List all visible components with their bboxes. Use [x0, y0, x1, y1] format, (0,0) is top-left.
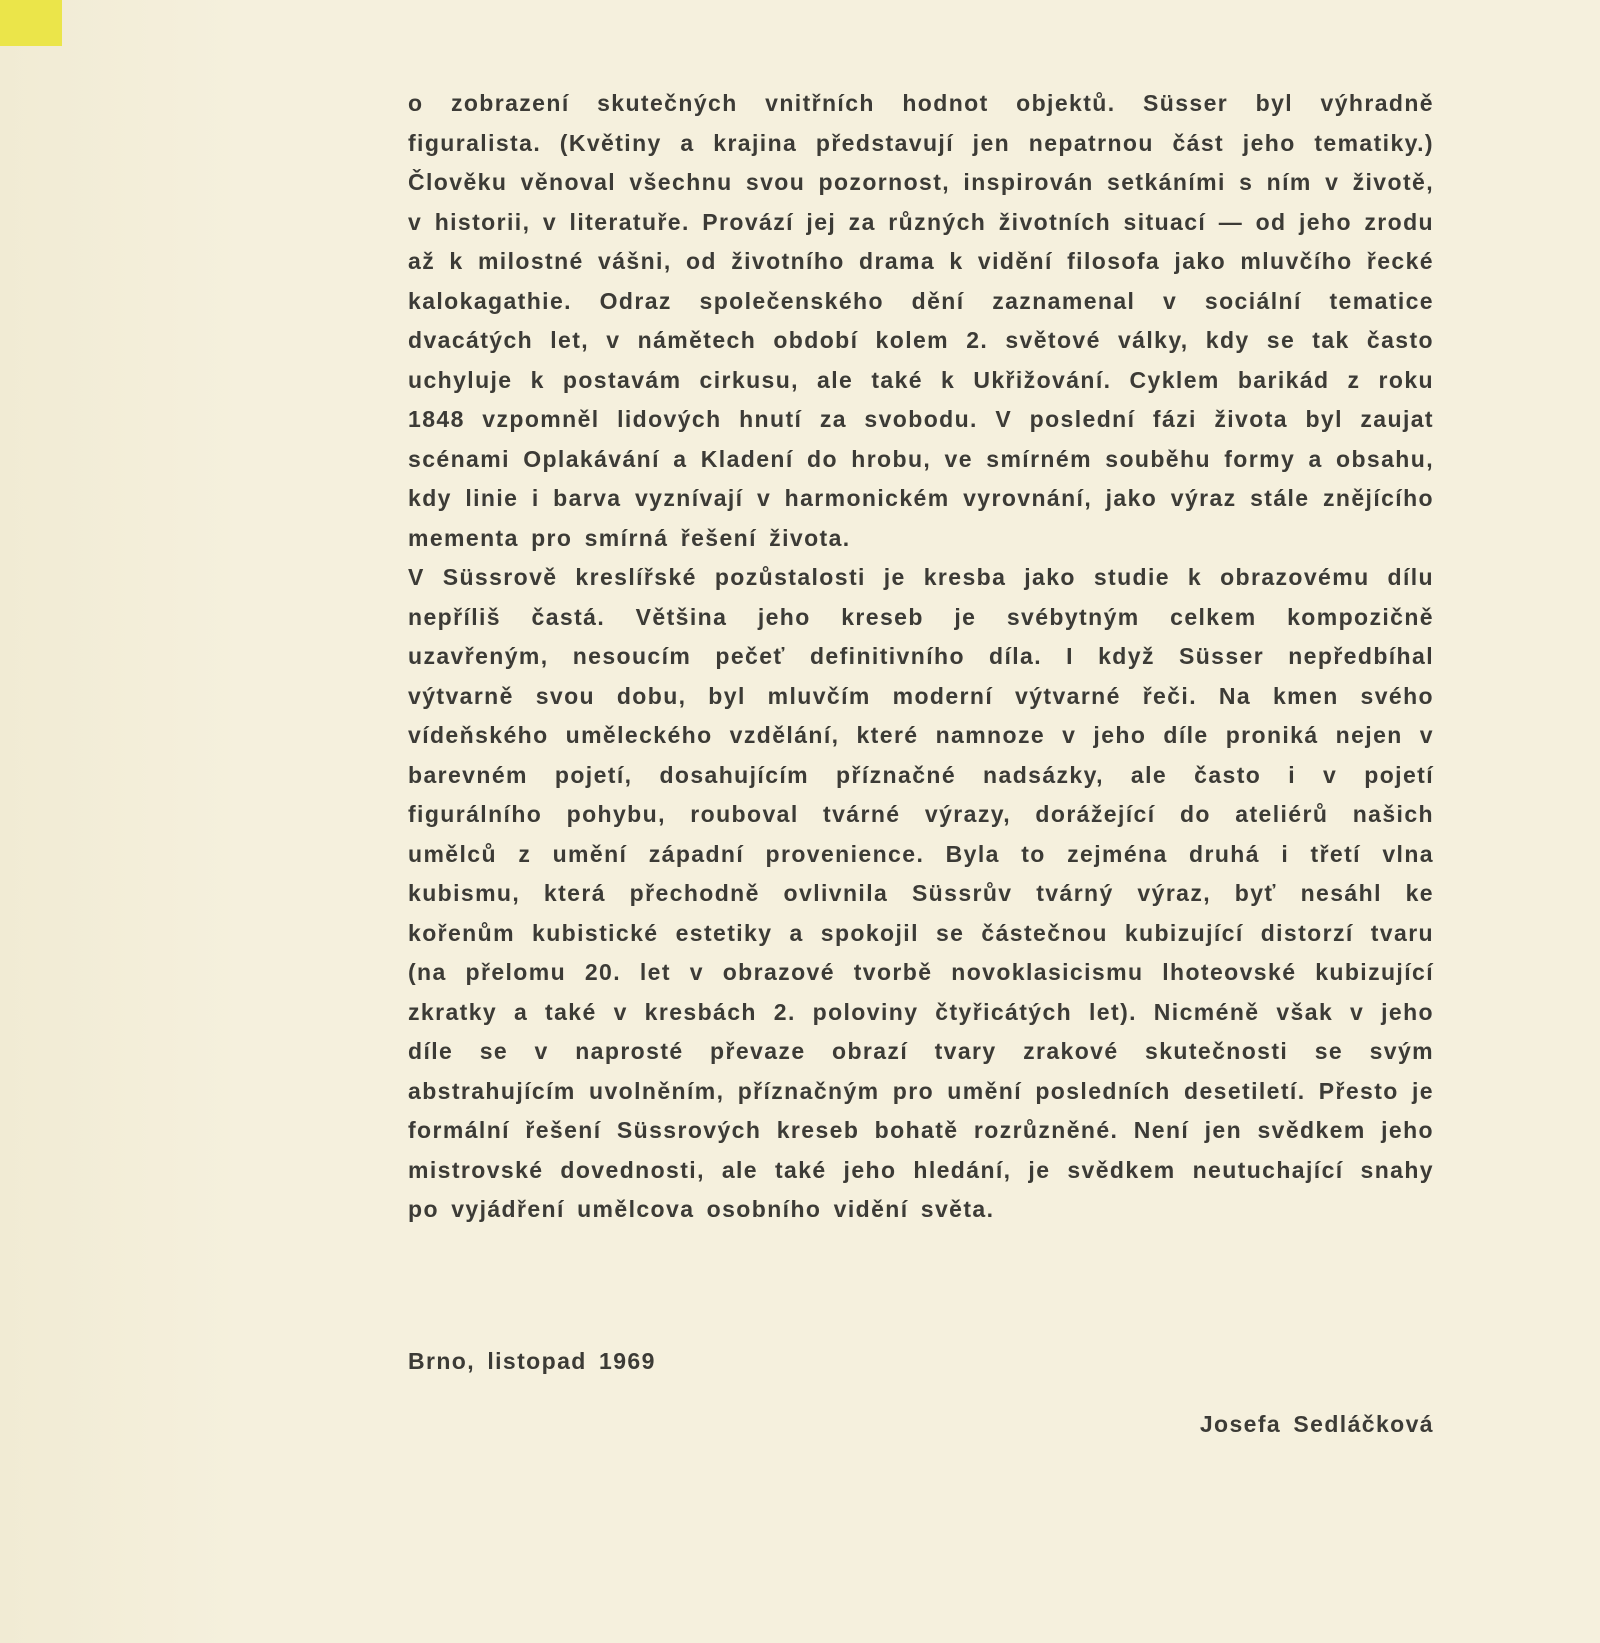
- scan-edge-artifact: [0, 0, 62, 46]
- text-block: [408, 84, 1434, 1445]
- paragraph: V Süssrově kreslířské pozůstalosti je kresba jako studie k obrazovému dílu nepříliš častá. Většina jeho kreseb je svébytným celkem kompozičně uzavřeným, nesoucím pečeť definitivního díla. I když Süsser nepředbíhal výtvarně svou dobu, byl mluvčím moderní výtvarné řeči. Na kmen svého vídeňského uměleckého vzdělání, které namnoze v jeho díle proniká nejen v barevném pojetí, dosahujícím příznačné nadsázky, ale často i v pojetí figurálního pohybu, rouboval tvárné výrazy, dorážející do ateliérů našich umělců z umění západní provenience. Byla to zejména druhá i třetí vlna kubismu, která přechodně ovlivnila Süssrův tvárný výraz, byť nesáhl ke kořenům kubistické estetiky a spokojil se částečnou kubizující distorzí tvaru (na přelomu 20. let v obrazové tvorbě novoklasicismu lhoteovské kubizující zkratky a také v kresbách 2. poloviny čtyřicátých let). Nicméně však v jeho díle se v naprosté převaze obrazí tvary zrakové skutečnosti se svým abstrahujícím uvolněním, příznačným pro umění posledních desetiletí. Přesto je formální řešení Süssrových kreseb bohatě rozrůzněné. Není jen svědkem jeho mistrovské dovednosti, ale také jeho hledání, je svědkem neutuchající snahy po vyjádření umělcova osobního vidění světa.: [408, 564, 1434, 1222]
- paragraph: o zobrazení skutečných vnitřních hodnot objektů. Süsser byl výhradně figuralista. (Květiny a krajina představují jen nepatrnou část jeho tematiky.) Člověku věnoval všechnu svou pozornost, inspirován setkáními s ním v životě, v historii, v literatuře. Provází jej za různých životních situací — od jeho zrodu až k milostné vášni, od životního drama k vidění filosofa jako mluvčího řecké kalokagathie. Odraz společenského dění zaznamenal v sociální tematice dvacátých let, v námětech období kolem 2. světové války, kdy se tak často uchyluje k postavám cirkusu, ale také k Ukřižování. Cyklem barikád z roku 1848 vzpomněl lidových hnutí za svobodu. V poslední fázi života byl zaujat scénami Oplakávání a Kladení do hrobu, ve smírném souběhu formy a obsahu, kdy linie i barva vyznívají v harmonickém vyrovnání, jako výraz stále znějícího mementa pro smírná řešení života.: [408, 90, 1434, 551]
- dateline: Brno, listopad 1969: [408, 1347, 656, 1374]
- signature: Josefa Sedláčková: [1199, 1411, 1434, 1437]
